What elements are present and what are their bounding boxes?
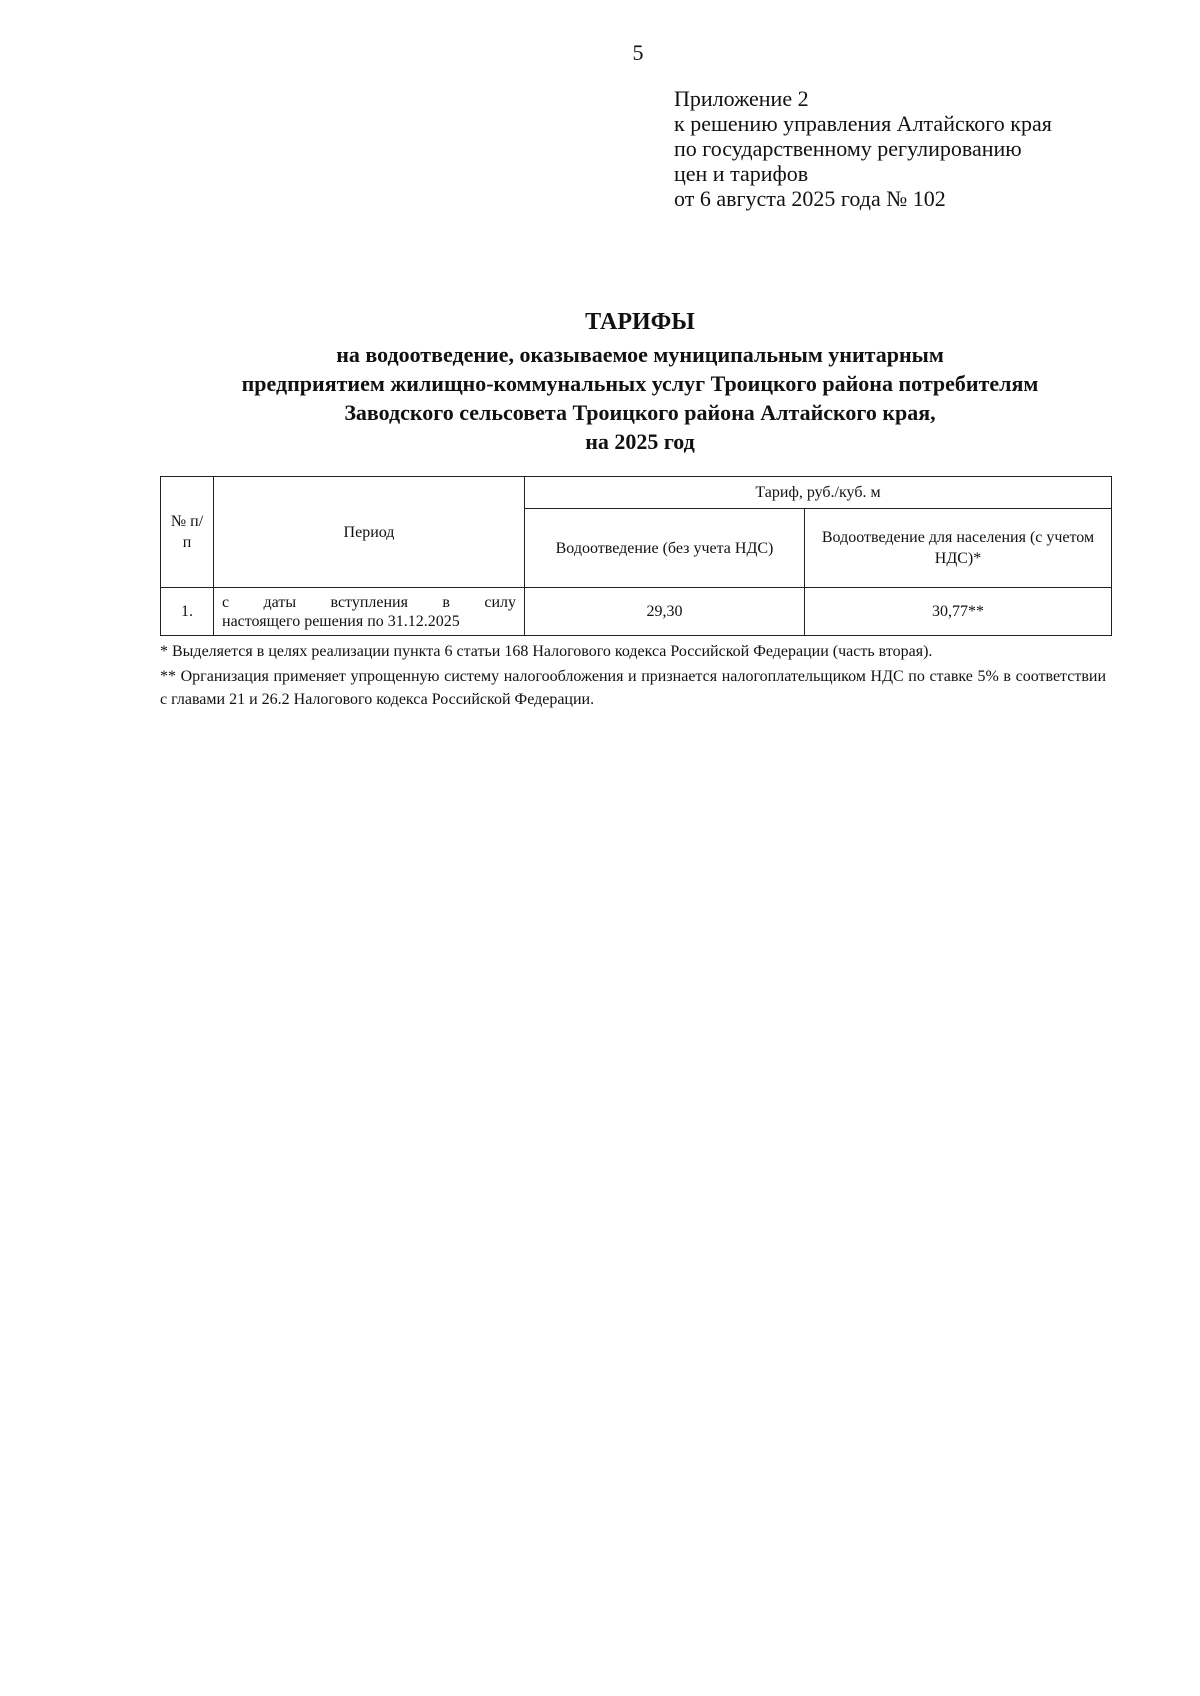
footnotes <box>160 640 1106 713</box>
title-main: ТАРИФЫ <box>585 309 695 335</box>
header-col-a: Водоотведение (без учета НДС) <box>525 509 805 588</box>
period-line: настоящего решения по 31.12.2025 <box>222 612 460 630</box>
header-period: Период <box>214 477 525 588</box>
period-line: с даты вступления в силу <box>222 593 516 611</box>
tariff-table <box>160 476 1112 636</box>
cell-period <box>214 588 525 636</box>
document-title <box>120 306 1160 456</box>
header-num: № п/п <box>161 477 214 588</box>
footnote: ** Организация применяет упрощенную систему налогообложения и признается налогоплательщиком НДС по ставке 5% в соответствии с главами 21 и 26.2 Налогового кодекса Российской Федерации. <box>160 668 1106 708</box>
appendix-line: Приложение 2 <box>674 86 809 111</box>
cell-value-b: 30,77** <box>805 588 1112 636</box>
cell-value-a: 29,30 <box>525 588 805 636</box>
header-tariff-group: Тариф, руб./куб. м <box>525 477 1112 509</box>
footnote: * Выделяется в целях реализации пункта 6 статьи 168 Налогового кодекса Российской Федерации (часть вторая). <box>160 643 933 660</box>
title-line: на 2025 год <box>585 429 695 454</box>
appendix-line: цен и тарифов <box>674 161 809 186</box>
page-number: 5 <box>632 40 644 65</box>
appendix-line: от 6 августа 2025 года № 102 <box>674 186 946 211</box>
header-col-b: Водоотведение для населения (с учетом НДС)* <box>805 509 1112 588</box>
appendix-line: к решению управления Алтайского края <box>674 111 1052 136</box>
title-line: Заводского сельсовета Троицкого района Алтайского края, <box>344 400 936 425</box>
title-line: предприятием жилищно-коммунальных услуг Троицкого района потребителям <box>241 371 1039 396</box>
appendix-reference <box>674 86 1052 211</box>
table-header-row <box>161 477 1112 509</box>
cell-num: 1. <box>161 588 214 636</box>
title-line: на водоотведение, оказываемое муниципальным унитарным <box>336 342 944 367</box>
appendix-line: по государственному регулированию <box>674 136 1022 161</box>
table-row <box>161 588 1112 636</box>
